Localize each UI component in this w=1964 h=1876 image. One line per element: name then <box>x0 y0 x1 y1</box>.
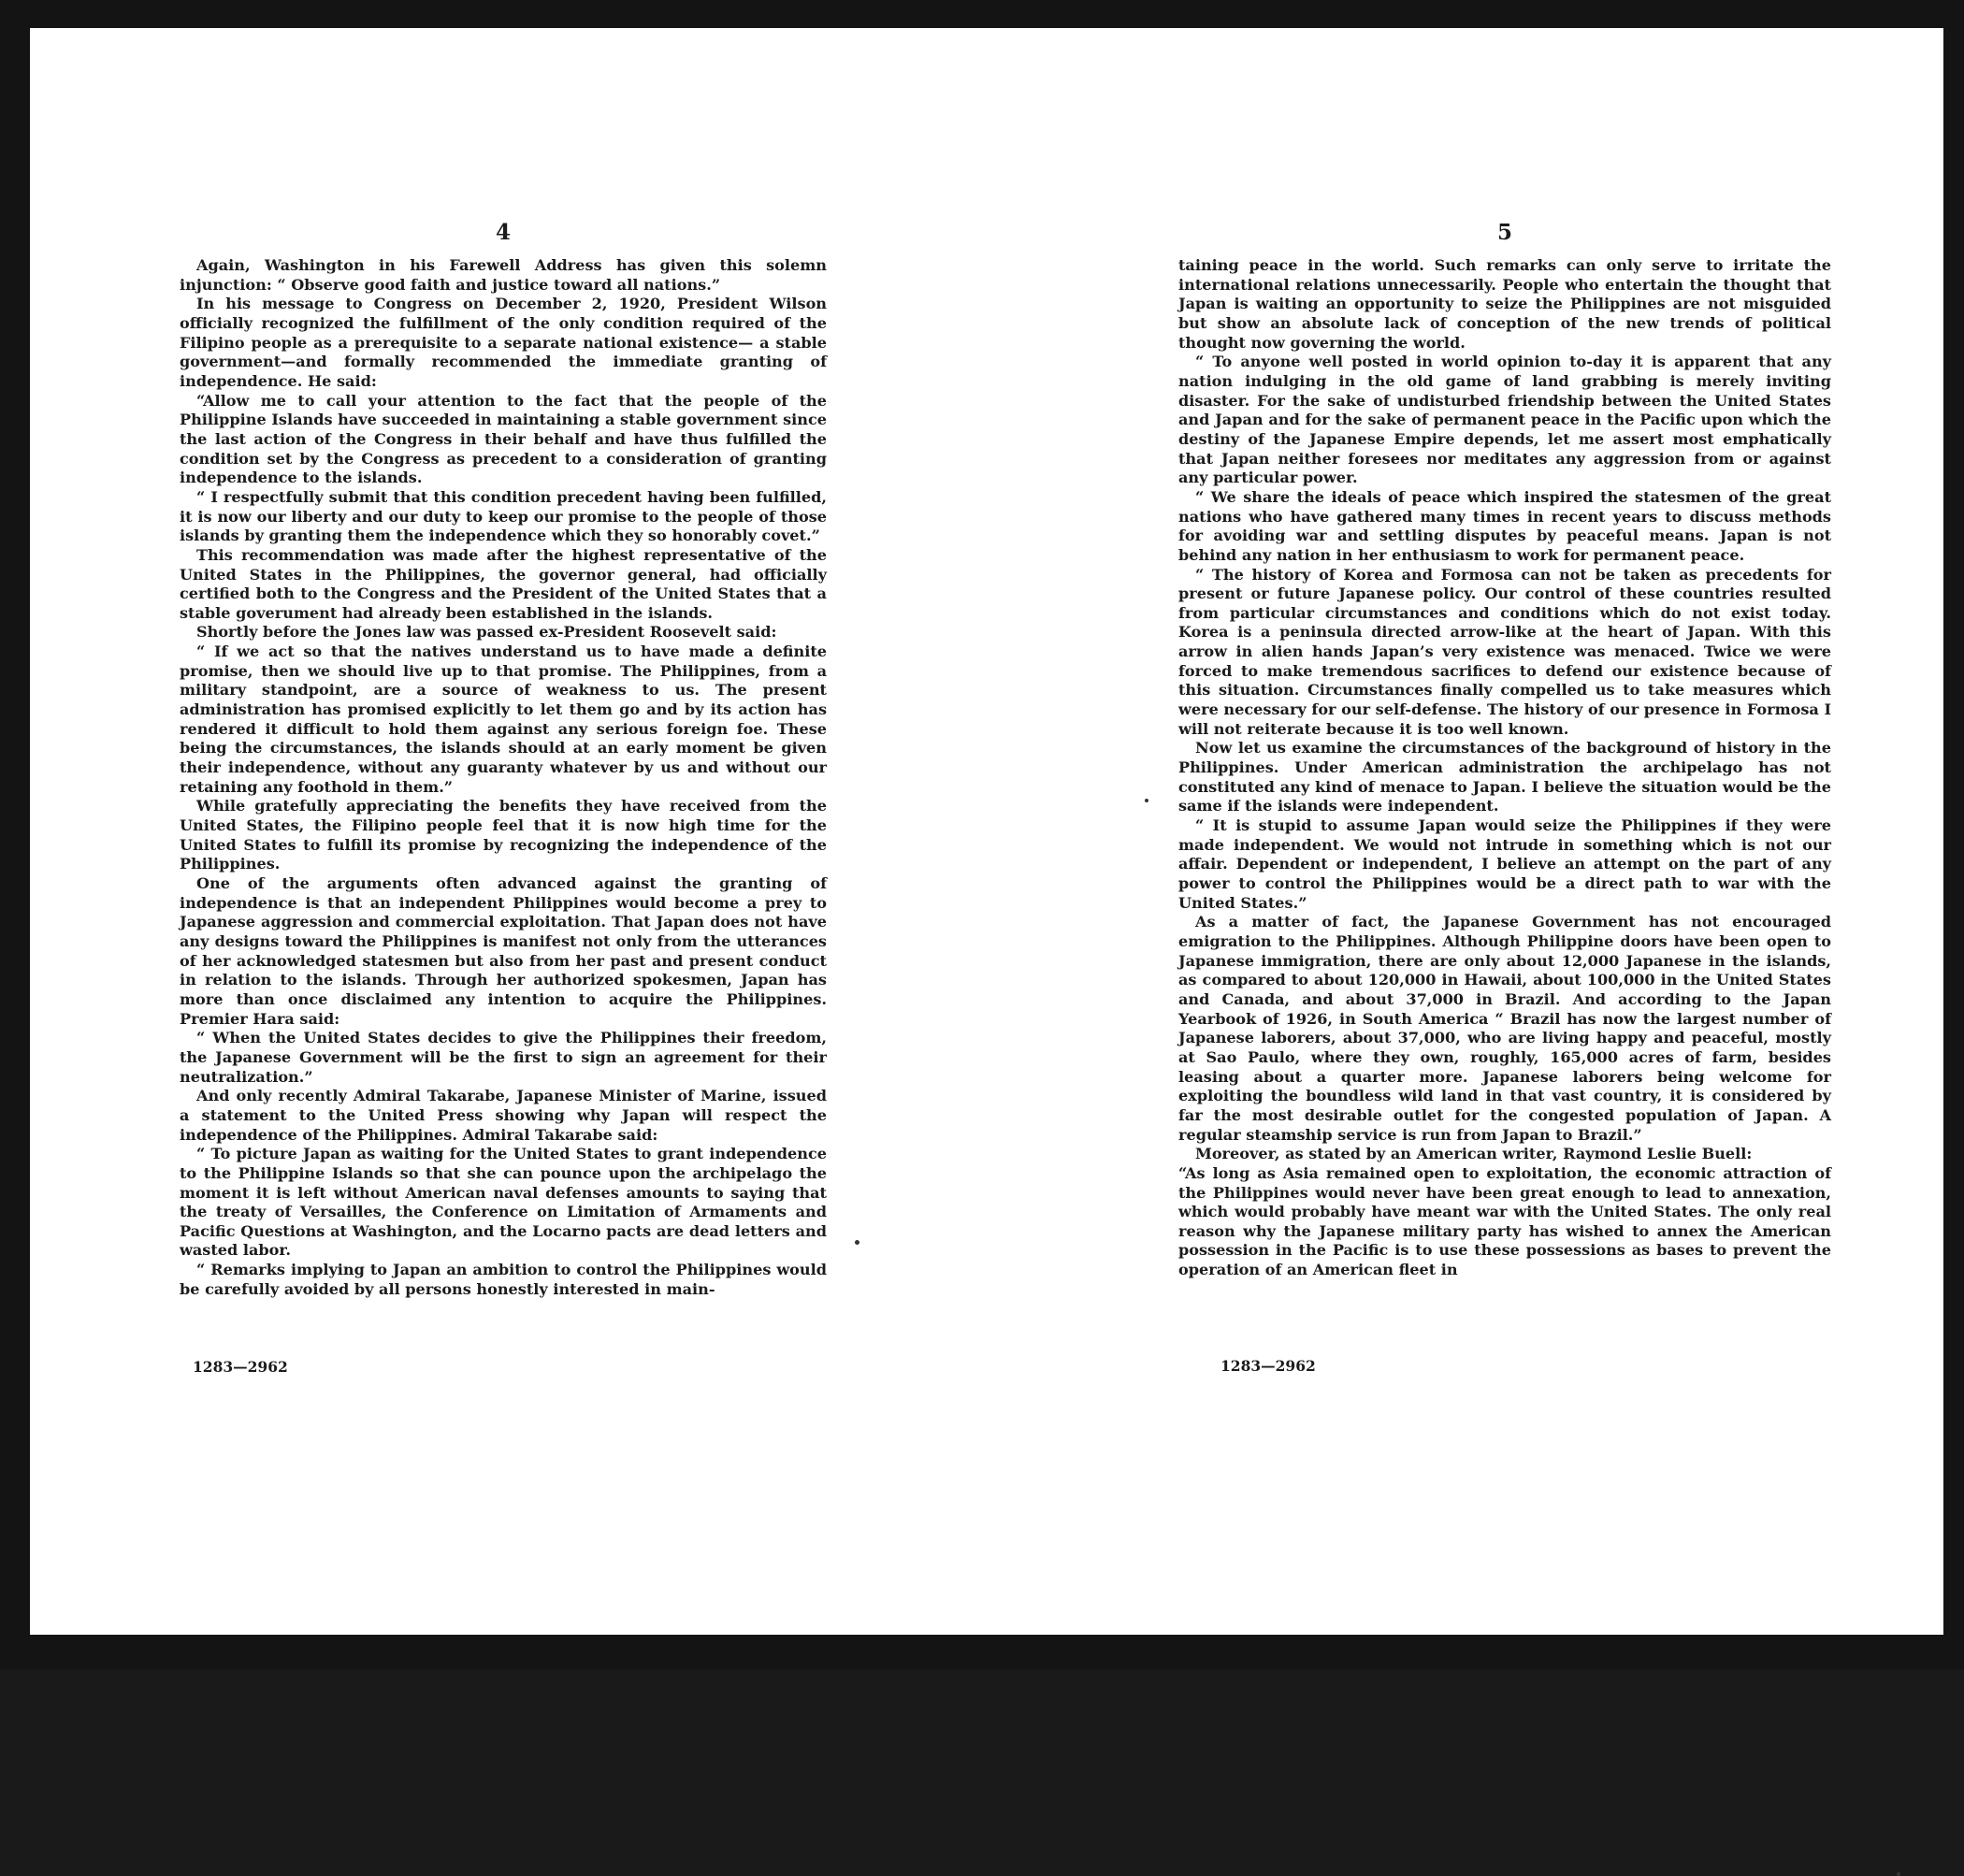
paper-sheet <box>30 28 1943 1635</box>
right-paragraph: “As long as Asia remained open to exploitation, the economic attraction of the Philippines would never have been great enough to lead to annexation, which would probably have meant war with the United States. The only real reason why the Japanese military party has wished to annex the American possession in the Pacific is to use these possessions as bases to prevent the operation of an American fleet in <box>1178 1163 1831 1279</box>
left-paragraph: And only recently Admiral Takarabe, Japanese Minister of Marine, issued a statement to the United Press showing why Japan will respect the independence of the Philippines. Admiral Takarabe said: <box>180 1087 827 1144</box>
right-paragraph: “ It is stupid to assume Japan would seize the Philippines if they were made independent. We would not intrude in something which is not our affair. Dependent or independent, I believe an attempt on the part of any power to control the Philippines would be a direct path to war with the United States.” <box>1178 816 1831 912</box>
left-paragraph: One of the arguments often advanced against the granting of independence is that an independent Philippines would become a prey to Japanese aggression and commercial exploitation. That Japan does not have any designs toward the Philippines is manifest not only from the utterances of her acknowledged statesmen but also from her past and present conduct in relation to the islands. Through her authorized spokesmen, Japan has more than once disclaimed any intention to acquire the Philippines. Premier Hara said: <box>180 874 827 1028</box>
right-paragraph: taining peace in the world. Such remarks can only serve to irritate the international relations unnecessarily. People who entertain the thought that Japan is waiting an opportunity to seize the Philippines are not misguided but show an absolute lack of conception of the new trends of political thought now governing the world. <box>1178 256 1831 352</box>
left-paragraph: This recommendation was made after the highest representative of the United States in the Philippines, the governor general, had officially certified both to the Congress and the President of the United States that a stable goverument had already been established in the islands. <box>180 545 827 622</box>
left-paragraph: “ When the United States decides to give the Philippines their freedom, the Japanese Government will be the first to sign an agreement for their neutralization.” <box>180 1029 827 1086</box>
scan-speck <box>855 1240 859 1245</box>
right-page-number: 5 <box>1496 220 1512 245</box>
left-page-body <box>180 256 827 1299</box>
left-paragraph: While gratefully appreciating the benefits they have received from the United States, the Filipino people feel that it is now high time for the United States to fulfill its promise by recognizing the independence of the Philippines. <box>180 797 827 873</box>
right-paragraph: “ To anyone well posted in world opinion to-day it is apparent that any nation indulging in the old game of land grabbing is merely inviting disaster. For the sake of undisturbed friendship between the United States and Japan and for the sake of permanent peace in the Pacific upon which the destiny of the Japanese Empire depends, let me assert most emphatically that Japan neither foresees nor meditates any aggression from or against any particular power. <box>1178 353 1831 487</box>
left-page-footer: 1283—2962 <box>193 1358 288 1376</box>
right-page-footer: 1283—2962 <box>1220 1357 1316 1375</box>
left-paragraph: “ To picture Japan as waiting for the United States to grant independence to the Philippine Islands so that she can pounce upon the archipelago the moment it is left without American naval defenses amounts to saying that the treaty of Versailles, the Conference on Limitation of Armaments and Pacific Questions at Washington, and the Locarno pacts are dead letters and wasted labor. <box>180 1145 827 1260</box>
left-paragraph: “ Remarks implying to Japan an ambition to control the Philippines would be carefully avoided by all persons honestly interested in main- <box>180 1261 827 1298</box>
right-paragraph: Moreover, as stated by an American writer, Raymond Leslie Buell: <box>1195 1145 1753 1163</box>
right-paragraph: “ The history of Korea and Formosa can not be taken as precedents for present or future Japanese policy. Our control of these countries resulted from particular circumstances and conditions which do not exist today. Korea is a peninsula directed arrow-like at the heart of Japan. With this arrow in alien hands Japan’s very existence was menaced. Twice we were forced to make tremendous sacrifices to defend our existence because of this situation. Circumstances finally compelled us to take measures which were necessary for our self-defense. The history of our presence in Formosa I will not reiterate because it is too well known. <box>1178 565 1831 738</box>
right-paragraph: Now let us examine the circumstances of the background of history in the Philippines. Under American administration the archipelago has not constituted any kind of menace to Japan. I believe the situation would be the same if the islands were independent. <box>1178 739 1831 815</box>
left-paragraph: “ If we act so that the natives understand us to have made a definite promise, then we should live up to that promise. The Philippines, from a military standpoint, are a source of weakness to us. The present administration has promised explicitly to let them go and by its action has rendered it difficult to hold them against any serious foreign foe. These being the circumstances, the islands should at an early moment be given their independence, without any guaranty whatever by us and without our retaining any foothold in them.” <box>180 642 827 796</box>
left-paragraph: “Allow me to call your attention to the fact that the people of the Philippine Islands have succeeded in maintaining a stable government since the last action of the Congress in their behalf and have thus fulfilled the condition set by the Congress as precedent to a consideration of granting independence to the islands. <box>180 391 827 487</box>
right-paragraph: “ We share the ideals of peace which inspired the statesmen of the great nations who have gathered many times in recent years to discuss methods for avoiding war and settling disputes by peaceful means. Japan is not behind any nation in her enthusiasm to work for permanent peace. <box>1178 487 1831 564</box>
right-page-body <box>1178 256 1831 1280</box>
right-paragraph: As a matter of fact, the Japanese Government has not encouraged emigration to the Philippines. Although Philippine doors have been open to Japanese immigration, there are only about 12,000 Japanese in the islands, as compared to about 120,000 in Hawaii, about 100,000 in the United States and Canada, and about 37,000 in Brazil. And according to the Japan Yearbook of 1926, in South America “ Brazil has now the largest number of Japanese laborers, about 37,000, who are living happy and peaceful, mostly at Sao Paulo, where they own, roughly, 165,000 acres of farm, besides leasing about a quarter more. Japanese laborers being welcome for exploiting the boundless wild land in that vast country, it is considered by far the most desirable outlet for the congested population of Japan. A regular steamship service is run from Japan to Brazil.” <box>1178 913 1831 1144</box>
left-paragraph: “ I respectfully submit that this condition precedent having been fulfilled, it is now our liberty and our duty to keep our promise to the people of those islands by granting them the independence which they so honorably covet.” <box>180 487 827 545</box>
left-paragraph: In his message to Congress on December 2, 1920, President Wilson officially recognized the fulfillment of the only condition required of the Filipino people as a prerequisite to a separate national existence— a stable government—and formally recommended the immediate granting of independence. He said: <box>180 295 827 390</box>
scan-speck <box>1897 1872 1900 1876</box>
left-page-number: 4 <box>495 220 511 245</box>
left-paragraph: Again, Washington in his Farewell Address has given this solemn injunction: “ Observe good faith and justice toward all nations.” <box>180 256 827 294</box>
scan-speck <box>1145 799 1148 802</box>
left-paragraph: Shortly before the Jones law was passed ex-President Roosevelt said: <box>196 623 777 642</box>
